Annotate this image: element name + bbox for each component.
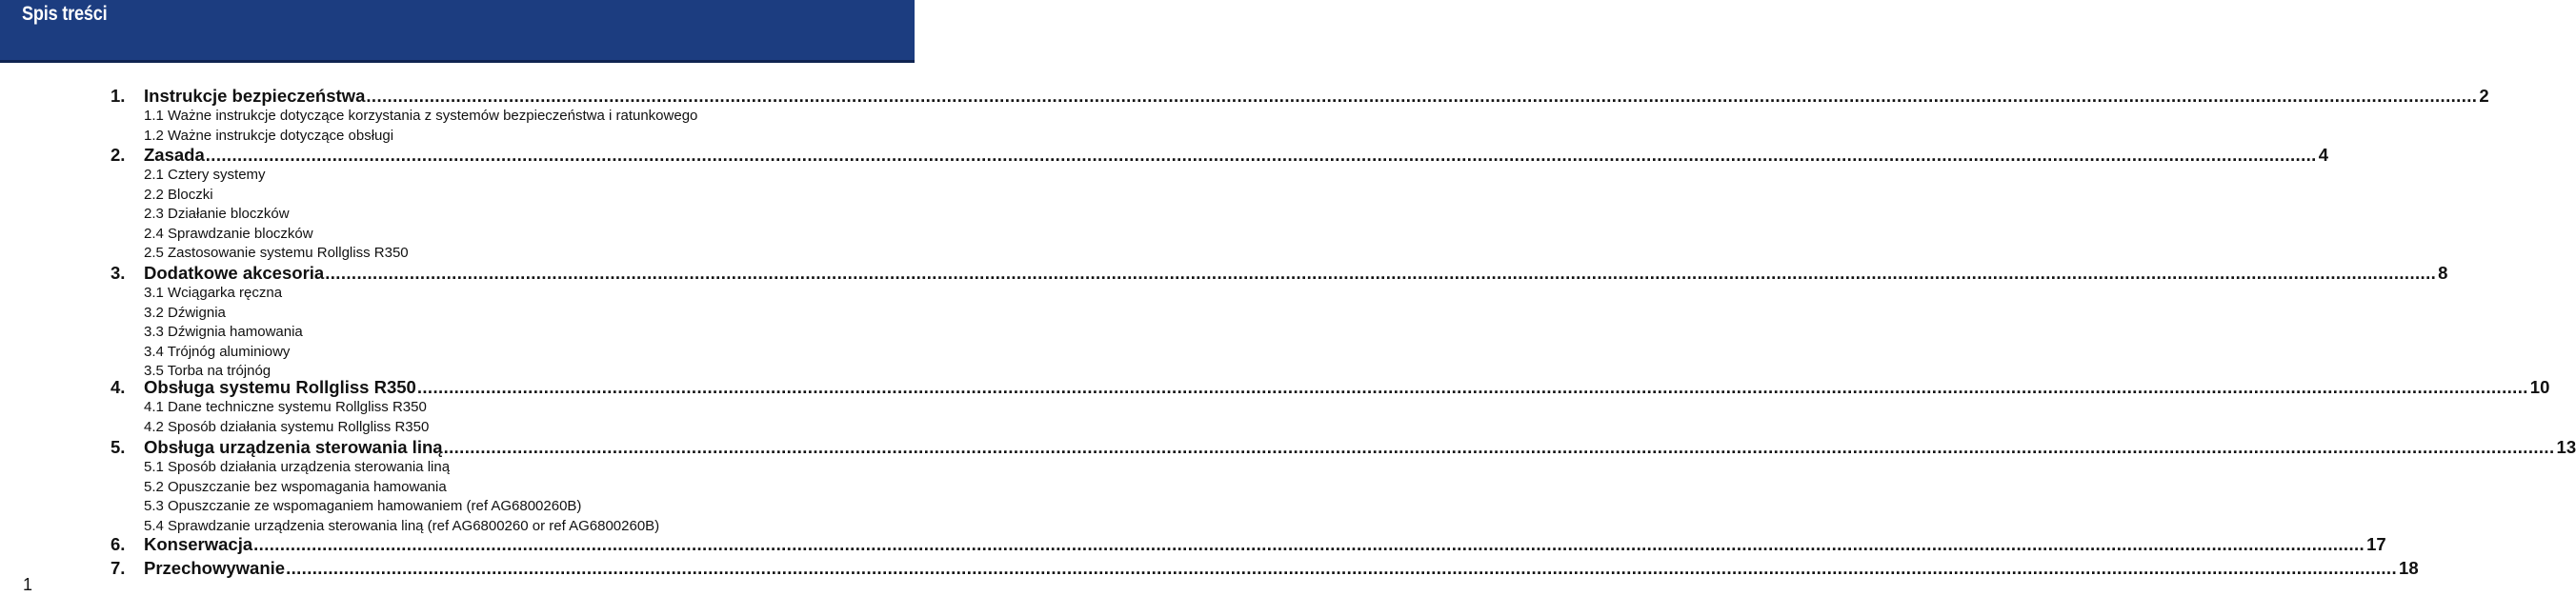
section-page-number: 13 <box>2556 437 2576 457</box>
section-title: Konserwacja <box>144 534 253 554</box>
page-title: Spis treści <box>22 3 108 25</box>
toc-subsection[interactable]: 5.1 Sposób działania urządzenia sterowania liną <box>144 459 451 475</box>
section-number: 5. <box>111 437 126 457</box>
toc-subsection[interactable]: 5.3 Opuszczanie ze wspomaganiem hamowaniem (ref AG6800260B) <box>144 498 582 514</box>
toc-section-row[interactable] <box>111 375 2550 398</box>
toc-subsection[interactable]: 2.3 Działanie bloczków <box>144 206 290 222</box>
toc-subsection[interactable]: 2.5 Zastosowanie systemu Rollgliss R350 <box>144 245 409 261</box>
toc-section-row[interactable] <box>111 143 2329 166</box>
section-title: Obsługa urządzenia sterowania liną <box>144 437 443 457</box>
dot-leader: ................................................................................................................................................................................................................................................................................................................................................................................................................ <box>325 263 2437 283</box>
toc-section-row[interactable] <box>111 435 2576 458</box>
section-number: 2. <box>111 145 126 165</box>
section-number: 3. <box>111 263 126 283</box>
section-title: Przechowywanie <box>144 558 286 578</box>
toc-subsection[interactable]: 2.2 Bloczki <box>144 186 213 203</box>
section-page-number: 10 <box>2529 377 2550 397</box>
toc-subsection[interactable]: 4.2 Sposób działania systemu Rollgliss R350 <box>144 418 430 435</box>
toc-section-row[interactable] <box>111 261 2448 284</box>
section-number: 6. <box>111 534 126 554</box>
section-page-number: 4 <box>2318 145 2329 165</box>
dot-leader: ................................................................................................................................................................................................................................................................................................................................................................................................................ <box>366 86 2478 106</box>
toc-subsection[interactable]: 5.2 Opuszczanie bez wspomagania hamowania <box>144 478 447 495</box>
toc-subsection[interactable]: 1.1 Ważne instrukcje dotyczące korzystania z systemów bezpieczeństwa i ratunkowego <box>144 108 698 124</box>
page-number: 1 <box>23 575 33 594</box>
toc-subsection[interactable]: 5.4 Sprawdzanie urządzenia sterowania liną (ref AG6800260 or ref AG6800260B) <box>144 517 660 534</box>
section-page-number: 8 <box>2438 263 2448 283</box>
toc-subsection[interactable]: 3.5 Torba na trójnóg <box>144 363 272 379</box>
section-title: Dodatkowe akcesoria <box>144 263 325 283</box>
toc-subsection[interactable]: 2.1 Cztery systemy <box>144 167 266 183</box>
toc-subsection[interactable]: 4.1 Dane techniczne systemu Rollgliss R350 <box>144 399 427 415</box>
toc-subsection[interactable]: 3.3 Dźwignia hamowania <box>144 324 303 340</box>
dot-leader: ................................................................................................................................................................................................................................................................................................................................................................................................................ <box>205 145 2317 165</box>
section-title: Zasada <box>144 145 205 165</box>
section-number: 4. <box>111 377 126 397</box>
toc-section-row[interactable] <box>111 556 2419 579</box>
toc-section-row[interactable] <box>111 532 2386 555</box>
section-page-number: 17 <box>2366 534 2386 554</box>
section-number: 1. <box>111 86 126 106</box>
dot-leader: ................................................................................................................................................................................................................................................................................................................................................................................................................ <box>286 558 2398 578</box>
section-page-number: 2 <box>2479 86 2489 106</box>
toc-subsection[interactable]: 2.4 Sprawdzanie bloczków <box>144 225 313 242</box>
dot-leader: ................................................................................................................................................................................................................................................................................................................................................................................................................ <box>416 377 2528 397</box>
section-title: Obsługa systemu Rollgliss R350 <box>144 377 416 397</box>
dot-leader: ................................................................................................................................................................................................................................................................................................................................................................................................................ <box>253 534 2365 554</box>
toc-subsection[interactable]: 3.1 Wciągarka ręczna <box>144 285 283 301</box>
section-page-number: 18 <box>2399 558 2419 578</box>
toc-subsection[interactable]: 3.4 Trójnóg aluminiowy <box>144 343 291 360</box>
dot-leader: ................................................................................................................................................................................................................................................................................................................................................................................................................ <box>443 437 2555 457</box>
toc-subsection[interactable]: 3.2 Dźwignia <box>144 304 226 321</box>
section-title: Instrukcje bezpieczeństwa <box>144 86 366 106</box>
toc-section-row[interactable] <box>111 84 2489 107</box>
section-number: 7. <box>111 558 126 578</box>
toc-subsection[interactable]: 1.2 Ważne instrukcje dotyczące obsługi <box>144 127 394 144</box>
